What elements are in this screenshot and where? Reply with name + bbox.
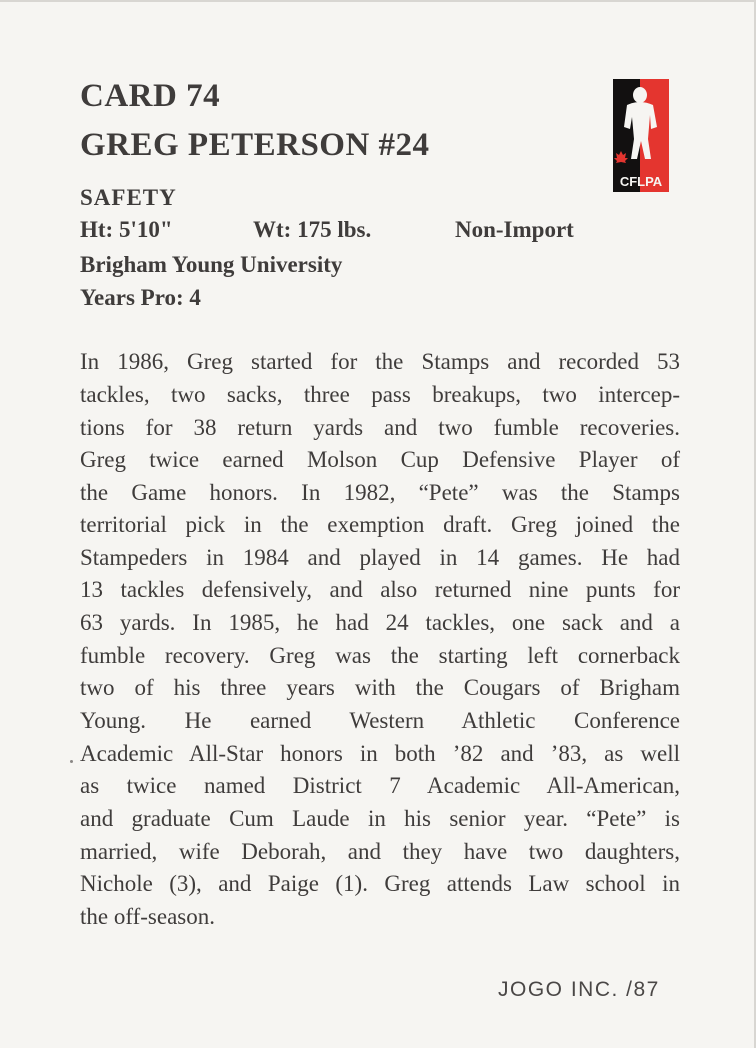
bio-line: and graduate Cum Laude in his senior year. “Pete” is [80,806,680,831]
bio-line: the Game honors. In 1982, “Pete” was the Stamps [80,480,680,505]
player-name: GREG PETERSON #24 [80,127,430,163]
player-status: Non-Import [455,217,574,242]
cflpa-logo [613,79,669,192]
player-weight: Wt: 175 lbs. [253,217,372,242]
bio-line: Stampeders in 1984 and played in 14 games. He had [80,545,680,570]
bio-line: married, wife Deborah, and they have two daughters, [80,839,680,864]
bio-line: Nichole (3), and Paige (1). Greg attends Law school in [80,871,680,896]
player-school: Brigham Young University [80,252,343,277]
bio-line: as twice named District 7 Academic All-American, [80,773,680,798]
player-stats-row [80,217,640,247]
logo-text: CFLPA [619,174,663,189]
bio-line: tions for 38 return yards and two fumble recoveries. [80,415,680,440]
bio-line: 63 yards. In 1985, he had 24 tackles, one sack and a [80,610,680,635]
print-speck [70,760,73,763]
bio-line: territorial pick in the exemption draft. Greg joined the [80,512,680,537]
bio-line: the off-season. [80,904,215,929]
copyright-footer: JOGO INC. /87 [498,978,660,1001]
bio-line: 13 tackles defensively, and also returned nine punts for [80,577,680,602]
bio-line: two of his three years with the Cougars of Brigham [80,675,680,700]
player-height: Ht: 5'10" [80,217,173,242]
player-years-pro: Years Pro: 4 [80,285,201,310]
player-position: SAFETY [80,185,177,210]
card-number: CARD 74 [80,78,221,114]
bio-line: Academic All-Star honors in both ’82 and ’83, as well [80,741,680,766]
bio-line: Young. He earned Western Athletic Conference [80,708,680,733]
bio-line: Greg twice earned Molson Cup Defensive Player of [80,447,680,472]
bio-line: In 1986, Greg started for the Stamps and recorded 53 [80,349,680,374]
bio-line: tackles, two sacks, three pass breakups, two intercep- [80,382,680,407]
bio-line: fumble recovery. Greg was the starting left cornerback [80,643,680,668]
